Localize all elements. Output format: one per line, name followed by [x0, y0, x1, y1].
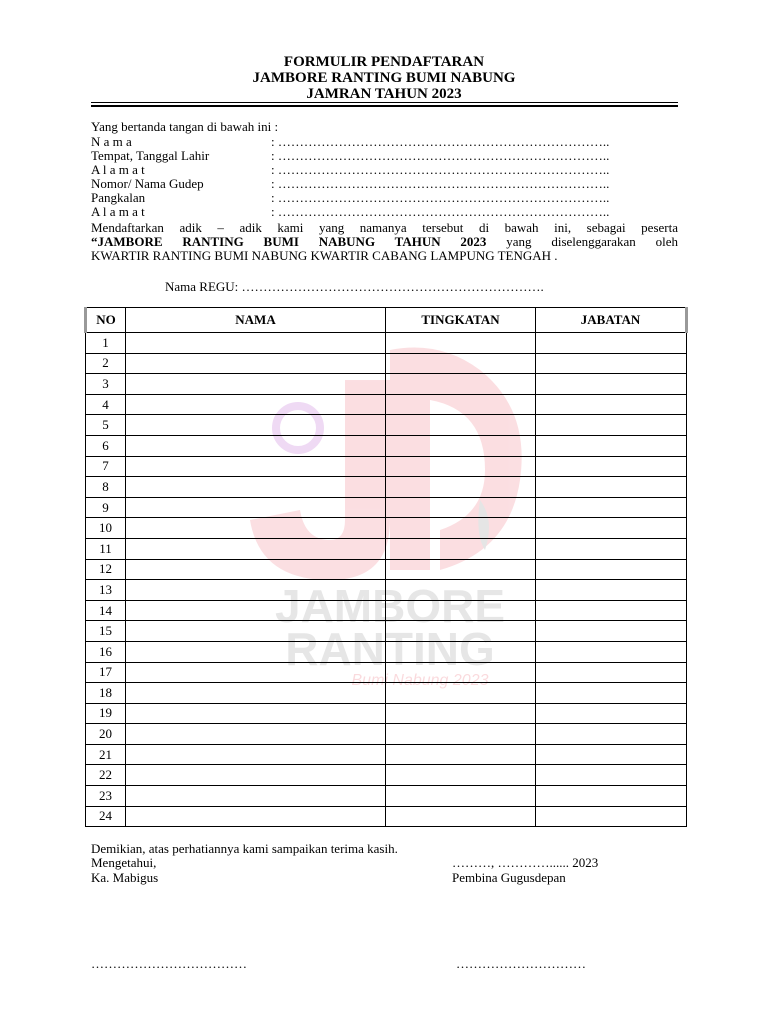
- row-number: 3: [86, 374, 126, 395]
- nama-cell[interactable]: [126, 641, 386, 662]
- table-row: [86, 765, 687, 786]
- jabatan-cell[interactable]: [536, 786, 687, 807]
- row-number: 17: [86, 662, 126, 683]
- nama-cell[interactable]: [126, 662, 386, 683]
- field-ttl-label: Tempat, Tanggal Lahir: [91, 148, 210, 163]
- table-row: [86, 518, 687, 539]
- table-row: [86, 744, 687, 765]
- tingkatan-cell[interactable]: [386, 353, 536, 374]
- tingkatan-cell[interactable]: [386, 497, 536, 518]
- nama-cell[interactable]: [126, 765, 386, 786]
- tingkatan-cell[interactable]: [386, 765, 536, 786]
- tingkatan-cell[interactable]: [386, 333, 536, 354]
- closing-text: Demikian, atas perhatiannya kami sampaikan terima kasih.: [91, 841, 398, 856]
- table-row: [86, 415, 687, 436]
- nama-cell[interactable]: [126, 703, 386, 724]
- col-header-jabatan: JABATAN: [536, 308, 687, 333]
- form-year: JAMRAN TAHUN 2023: [306, 86, 462, 102]
- nama-cell[interactable]: [126, 456, 386, 477]
- tingkatan-cell[interactable]: [386, 744, 536, 765]
- nama-cell[interactable]: [126, 806, 386, 827]
- row-number: 23: [86, 786, 126, 807]
- registration-paragraph: [91, 221, 678, 263]
- jabatan-cell[interactable]: [536, 703, 687, 724]
- table-row: [86, 333, 687, 354]
- row-number: 7: [86, 456, 126, 477]
- jabatan-cell[interactable]: [536, 435, 687, 456]
- form-subtitle: JAMBORE RANTING BUMI NABUNG: [252, 70, 516, 86]
- field-gudep-label: Nomor/ Nama Gudep: [91, 176, 204, 191]
- jabatan-cell[interactable]: [536, 477, 687, 498]
- tingkatan-cell[interactable]: [386, 435, 536, 456]
- tingkatan-cell[interactable]: [386, 415, 536, 436]
- table-header-row: [86, 308, 687, 333]
- intro-text: Yang bertanda tangan di bawah ini :: [91, 119, 279, 134]
- nama-cell[interactable]: [126, 724, 386, 745]
- jabatan-cell[interactable]: [536, 806, 687, 827]
- tingkatan-cell[interactable]: [386, 662, 536, 683]
- watermark-jambore: JAMBORE: [274, 580, 506, 632]
- table-row: [86, 621, 687, 642]
- row-number: 20: [86, 724, 126, 745]
- row-number: 5: [86, 415, 126, 436]
- tingkatan-cell[interactable]: [386, 456, 536, 477]
- row-number: 18: [86, 683, 126, 704]
- row-number: 4: [86, 394, 126, 415]
- field-alamat-value[interactable]: : …………………………………………………………………..: [271, 162, 610, 177]
- paragraph-line-2-rest: yang diselenggarakan oleh: [486, 234, 678, 249]
- tingkatan-cell[interactable]: [386, 518, 536, 539]
- tingkatan-cell[interactable]: [386, 621, 536, 642]
- jabatan-cell[interactable]: [536, 621, 687, 642]
- member-table: [84, 307, 688, 827]
- table-row: [86, 353, 687, 374]
- header-rule-thick: [91, 105, 678, 107]
- field-pangkalan-label: Pangkalan: [91, 190, 146, 205]
- tingkatan-cell[interactable]: [386, 580, 536, 601]
- tingkatan-cell[interactable]: [386, 724, 536, 745]
- nama-cell[interactable]: [126, 333, 386, 354]
- mengetahui-label: Mengetahui,: [91, 855, 157, 870]
- jabatan-cell[interactable]: [536, 353, 687, 374]
- table-row: [86, 786, 687, 807]
- row-number: 10: [86, 518, 126, 539]
- nama-cell[interactable]: [126, 394, 386, 415]
- nama-cell[interactable]: [126, 580, 386, 601]
- field-alamat-label: A l a m a t: [91, 162, 145, 177]
- field-alamat2-value[interactable]: : …………………………………………………………………..: [271, 204, 610, 219]
- jabatan-cell[interactable]: [536, 765, 687, 786]
- jabatan-cell[interactable]: [536, 456, 687, 477]
- table-row: [86, 456, 687, 477]
- jabatan-cell[interactable]: [536, 333, 687, 354]
- jabatan-cell[interactable]: [536, 538, 687, 559]
- table-row: [86, 394, 687, 415]
- row-number: 8: [86, 477, 126, 498]
- table-row: [86, 580, 687, 601]
- ka-mabigus-title: Ka. Mabigus: [91, 870, 159, 885]
- table-row: [86, 477, 687, 498]
- jabatan-cell[interactable]: [536, 559, 687, 580]
- jabatan-cell[interactable]: [536, 394, 687, 415]
- tingkatan-cell[interactable]: [386, 806, 536, 827]
- nama-cell[interactable]: [126, 497, 386, 518]
- nama-cell[interactable]: [126, 415, 386, 436]
- jabatan-cell[interactable]: [536, 724, 687, 745]
- nama-cell[interactable]: [126, 518, 386, 539]
- table-row: [86, 724, 687, 745]
- tingkatan-cell[interactable]: [386, 374, 536, 395]
- form-title: FORMULIR PENDAFTARAN: [283, 54, 485, 70]
- col-header-nama: NAMA: [126, 308, 386, 333]
- field-nama-value[interactable]: : …………………………………………………………………..: [271, 134, 610, 149]
- field-ttl-value[interactable]: : …………………………………………………………………..: [271, 148, 610, 163]
- tingkatan-cell[interactable]: [386, 786, 536, 807]
- row-number: 15: [86, 621, 126, 642]
- table-row: [86, 435, 687, 456]
- watermark-bumi-nabung: Bumi Nabung 2023: [351, 672, 489, 689]
- nama-cell[interactable]: [126, 744, 386, 765]
- row-number: 24: [86, 806, 126, 827]
- row-number: 19: [86, 703, 126, 724]
- jabatan-cell[interactable]: [536, 580, 687, 601]
- jabatan-cell[interactable]: [536, 683, 687, 704]
- nama-cell[interactable]: [126, 435, 386, 456]
- jabatan-cell[interactable]: [536, 497, 687, 518]
- table-row: [86, 703, 687, 724]
- date-field[interactable]: ………, …………...... 2023: [452, 855, 599, 870]
- tingkatan-cell[interactable]: [386, 641, 536, 662]
- row-number: 12: [86, 559, 126, 580]
- paragraph-line-1: Mendaftarkan adik – adik kami yang namanya tersebut di bawah ini, sebagai peserta: [91, 220, 678, 235]
- table-row: [86, 497, 687, 518]
- row-number: 21: [86, 744, 126, 765]
- tingkatan-cell[interactable]: [386, 683, 536, 704]
- nama-cell[interactable]: [126, 559, 386, 580]
- table-row: [86, 662, 687, 683]
- jabatan-cell[interactable]: [536, 600, 687, 621]
- tingkatan-cell[interactable]: [386, 394, 536, 415]
- table-row: [86, 374, 687, 395]
- row-number: 1: [86, 333, 126, 354]
- nama-cell[interactable]: [126, 353, 386, 374]
- table-row: [86, 806, 687, 827]
- table-row: [86, 600, 687, 621]
- jabatan-cell[interactable]: [536, 641, 687, 662]
- nama-cell[interactable]: [126, 621, 386, 642]
- paragraph-line-3: KWARTIR RANTING BUMI NABUNG KWARTIR CABANG LAMPUNG TENGAH .: [91, 248, 558, 263]
- event-name: “JAMBORE RANTING BUMI NABUNG TAHUN 2023: [91, 234, 487, 249]
- row-number: 9: [86, 497, 126, 518]
- nama-cell[interactable]: [126, 374, 386, 395]
- nama-cell[interactable]: [126, 477, 386, 498]
- jabatan-cell[interactable]: [536, 744, 687, 765]
- mabigus-signature-line[interactable]: ………………………………: [91, 956, 247, 971]
- row-number: 13: [86, 580, 126, 601]
- nama-cell[interactable]: [126, 538, 386, 559]
- row-number: 2: [86, 353, 126, 374]
- jabatan-cell[interactable]: [536, 374, 687, 395]
- pembina-title: Pembina Gugusdepan: [452, 870, 566, 885]
- field-pangkalan-value[interactable]: : …………………………………………………………………..: [271, 190, 610, 205]
- row-number: 11: [86, 538, 126, 559]
- col-header-no: NO: [86, 308, 126, 333]
- table-row: [86, 683, 687, 704]
- tingkatan-cell[interactable]: [386, 703, 536, 724]
- nama-cell[interactable]: [126, 683, 386, 704]
- jabatan-cell[interactable]: [536, 662, 687, 683]
- pembina-signature-line[interactable]: …………………………: [456, 956, 586, 971]
- field-nama-label: N a m a: [91, 134, 132, 149]
- header-rule-thin: [91, 102, 678, 103]
- paragraph-line-2: [91, 235, 678, 249]
- tingkatan-cell[interactable]: [386, 600, 536, 621]
- table-row: [86, 641, 687, 662]
- nama-regu-field[interactable]: Nama REGU: …………………………………………………………….: [165, 279, 544, 294]
- tingkatan-cell[interactable]: [386, 477, 536, 498]
- field-gudep-value[interactable]: : …………………………………………………………………..: [271, 176, 610, 191]
- row-number: 16: [86, 641, 126, 662]
- watermark-ranting: RANTING: [285, 623, 495, 675]
- table-row: [86, 538, 687, 559]
- tingkatan-cell[interactable]: [386, 559, 536, 580]
- col-header-tingkatan: TINGKATAN: [386, 308, 536, 333]
- row-number: 6: [86, 435, 126, 456]
- jabatan-cell[interactable]: [536, 415, 687, 436]
- row-number: 22: [86, 765, 126, 786]
- tingkatan-cell[interactable]: [386, 538, 536, 559]
- nama-cell[interactable]: [126, 600, 386, 621]
- table-row: [86, 559, 687, 580]
- row-number: 14: [86, 600, 126, 621]
- field-alamat2-label: A l a m a t: [91, 204, 145, 219]
- jabatan-cell[interactable]: [536, 518, 687, 539]
- nama-cell[interactable]: [126, 786, 386, 807]
